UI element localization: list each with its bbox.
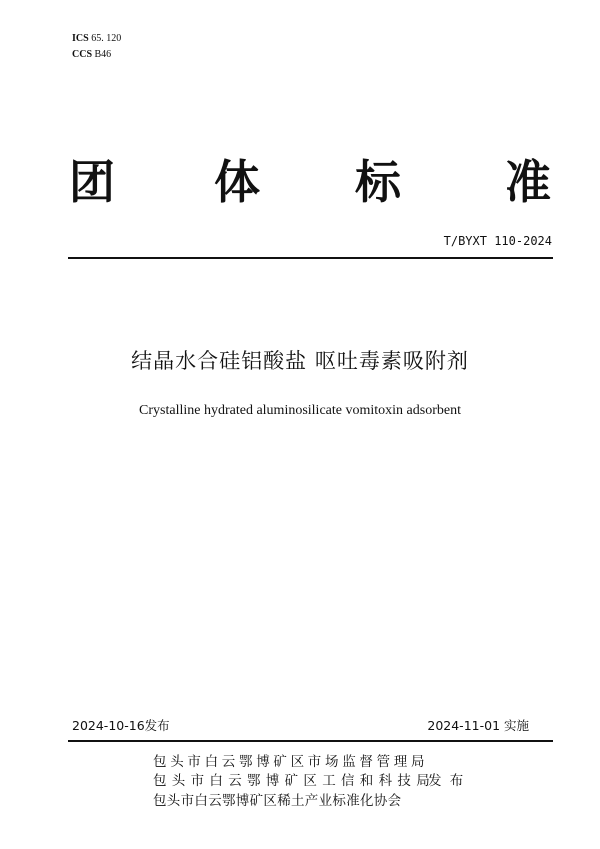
issuer-3: 包头市白云鄂博矿区稀土产业标准化协会 bbox=[153, 793, 402, 809]
document-title-en: Crystalline hydrated aluminosilicate vomitoxin adsorbent bbox=[139, 403, 461, 418]
title-char-2: 体 bbox=[214, 155, 260, 209]
bottom-divider bbox=[68, 740, 553, 742]
issuer-1: 包头市白云鄂博矿区市场监督管理局 bbox=[153, 754, 429, 770]
ccs-value: B46 bbox=[94, 49, 112, 60]
issuer-2: 包头市白云鄂博矿区工信和科技局 bbox=[153, 773, 435, 789]
title-char-3: 标 bbox=[355, 155, 401, 209]
title-char-1: 团 bbox=[69, 155, 115, 209]
publish-date: 2024-10-16发布 bbox=[72, 718, 170, 733]
ics-code bbox=[72, 33, 121, 45]
implement-date: 2024-11-01 实施 bbox=[427, 718, 529, 733]
ics-label: ICS bbox=[72, 33, 89, 44]
title-char-4: 准 bbox=[505, 155, 551, 209]
ics-value: 65. 120 bbox=[91, 33, 122, 44]
ccs-code bbox=[72, 49, 111, 61]
issue-label: 发 布 bbox=[428, 773, 466, 789]
standard-code: T/BYXT 110-2024 bbox=[443, 234, 552, 248]
ccs-label: CCS bbox=[72, 49, 93, 60]
top-divider bbox=[68, 257, 553, 259]
document-title-zh: 结晶水合硅铝酸盐 呕吐毒素吸附剂 bbox=[131, 349, 469, 373]
